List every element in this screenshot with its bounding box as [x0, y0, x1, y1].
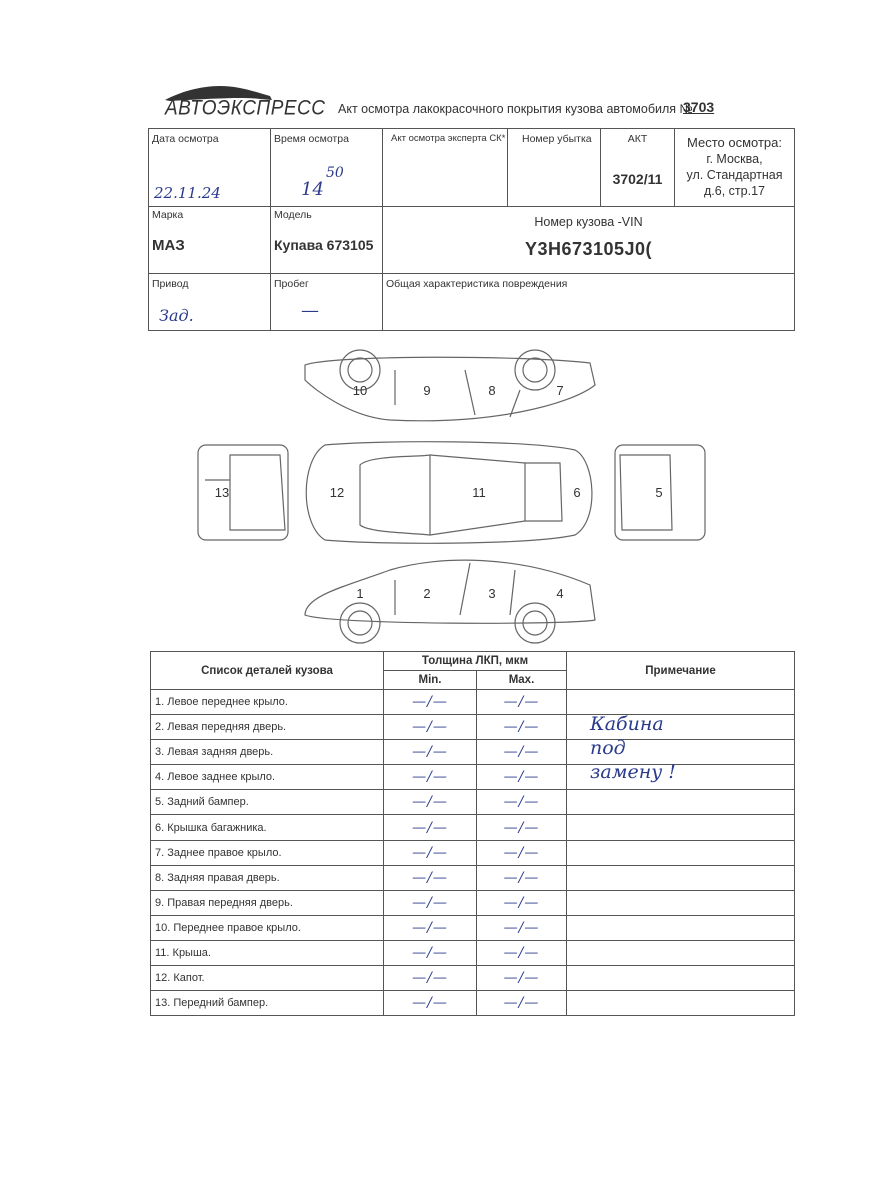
- max-thickness: —/—: [477, 715, 567, 740]
- date-value: 22.11.24: [154, 184, 221, 202]
- min-thickness: —/—: [384, 690, 477, 715]
- place-cell: [674, 128, 795, 207]
- max-thickness: —/—: [477, 740, 567, 765]
- zone-2: 2: [423, 586, 431, 601]
- min-thickness: —/—: [384, 740, 477, 765]
- vin-value: Y3H673105J0(: [524, 239, 653, 259]
- table-row: [151, 815, 795, 840]
- act-cell: [600, 128, 675, 207]
- max-thickness: —/—: [477, 991, 567, 1016]
- time-cell: [270, 128, 383, 207]
- place-line3: д.6, стр.17: [704, 184, 765, 198]
- max-thickness: —/—: [477, 890, 567, 915]
- zone-4: 4: [556, 586, 564, 601]
- damage-label: Общая характеристика повреждения: [386, 278, 568, 290]
- note-cell: [567, 815, 795, 840]
- table-row: [151, 940, 795, 965]
- note-cell: [567, 790, 795, 815]
- car-top-view: [306, 442, 592, 544]
- act-value: 3702/11: [612, 171, 663, 187]
- table-row: [151, 790, 795, 815]
- logo-text: АВТОЭКСПРЕСС: [165, 96, 326, 120]
- note-line: замену !: [590, 761, 676, 783]
- car-left-side-view: [305, 560, 595, 643]
- table-row: [151, 915, 795, 940]
- zone-11: 11: [472, 485, 486, 500]
- drive-cell: [148, 273, 271, 331]
- part-name: 3. Левая задняя дверь.: [151, 740, 384, 765]
- part-name: 4. Левое заднее крыло.: [151, 765, 384, 790]
- time-hours: 14: [301, 179, 324, 200]
- time-minutes: 50: [326, 165, 344, 181]
- table-row: [151, 966, 795, 991]
- zone-5: 5: [655, 485, 663, 500]
- table-row: [151, 740, 795, 765]
- part-name: 10. Переднее правое крыло.: [151, 915, 384, 940]
- note-cell: [567, 991, 795, 1016]
- zone-6: 6: [573, 485, 581, 500]
- brand-label: Марка: [152, 209, 184, 221]
- min-thickness: —/—: [384, 940, 477, 965]
- max-thickness: —/—: [477, 915, 567, 940]
- note-cell: [567, 915, 795, 940]
- place-line2: ул. Стандартная: [686, 168, 783, 182]
- zone-10: 10: [352, 383, 368, 398]
- min-thickness: —/—: [384, 790, 477, 815]
- car-body-diagram: [190, 345, 710, 645]
- car-front-view: [198, 445, 288, 540]
- min-thickness: —/—: [384, 915, 477, 940]
- header-min: Min.: [384, 671, 477, 690]
- zone-8: 8: [488, 383, 496, 398]
- loss-number-label: Номер убытка: [522, 133, 592, 145]
- part-name: 11. Крыша.: [151, 940, 384, 965]
- header-parts: Список деталей кузова: [151, 652, 384, 690]
- min-thickness: —/—: [384, 865, 477, 890]
- min-thickness: —/—: [384, 715, 477, 740]
- header-max: Max.: [477, 671, 567, 690]
- max-thickness: —/—: [477, 765, 567, 790]
- mileage-label: Пробег: [274, 278, 309, 290]
- table-row: [151, 765, 795, 790]
- zone-7: 7: [556, 383, 564, 398]
- max-thickness: —/—: [477, 966, 567, 991]
- act-label: АКТ: [627, 133, 648, 145]
- table-row: [151, 840, 795, 865]
- model-cell: [270, 206, 383, 274]
- part-name: 2. Левая передняя дверь.: [151, 715, 384, 740]
- min-thickness: —/—: [384, 890, 477, 915]
- act-number: 3703: [683, 99, 715, 115]
- car-right-side-view: [305, 350, 595, 421]
- min-thickness: —/—: [384, 966, 477, 991]
- max-thickness: —/—: [477, 865, 567, 890]
- min-thickness: —/—: [384, 840, 477, 865]
- table-row: [151, 991, 795, 1016]
- model-label: Модель: [274, 209, 312, 221]
- part-name: 1. Левое переднее крыло.: [151, 690, 384, 715]
- table-row: [151, 865, 795, 890]
- drive-label: Привод: [152, 278, 189, 290]
- document-title: Акт осмотра лакокрасочного покрытия кузова автомобиля №: [338, 102, 693, 116]
- table-row: [151, 690, 795, 715]
- min-thickness: —/—: [384, 991, 477, 1016]
- mileage-cell: [270, 273, 383, 331]
- expert-act-cell: [382, 128, 508, 207]
- max-thickness: —/—: [477, 840, 567, 865]
- part-name: 12. Капот.: [151, 966, 384, 991]
- zone-3: 3: [488, 586, 496, 601]
- header-thickness: Толщина ЛКП, мкм: [384, 652, 567, 671]
- note-cell: [567, 865, 795, 890]
- brand-cell: [148, 206, 271, 274]
- part-name: 8. Задняя правая дверь.: [151, 865, 384, 890]
- note-cell: [567, 940, 795, 965]
- zone-12: 12: [329, 485, 345, 500]
- note-cell: [567, 890, 795, 915]
- vin-cell: [382, 206, 795, 274]
- header-note: Примечание: [567, 652, 795, 690]
- max-thickness: —/—: [477, 940, 567, 965]
- expert-act-label: Акт осмотра эксперта СК*: [391, 133, 506, 144]
- max-thickness: —/—: [477, 815, 567, 840]
- note-line: под: [590, 737, 626, 759]
- part-name: 7. Заднее правое крыло.: [151, 840, 384, 865]
- note-line: Кабина: [590, 713, 664, 735]
- vin-label: Номер кузова -VIN: [534, 215, 643, 229]
- zone-9: 9: [423, 383, 431, 398]
- part-name: 6. Крышка багажника.: [151, 815, 384, 840]
- brand-value: МАЗ: [152, 237, 185, 254]
- note-cell: [567, 840, 795, 865]
- part-name: 13. Передний бампер.: [151, 991, 384, 1016]
- date-label: Дата осмотра: [152, 133, 219, 145]
- body-parts-table: [150, 651, 795, 1016]
- drive-value: Зад.: [159, 306, 194, 325]
- min-thickness: —/—: [384, 815, 477, 840]
- handwritten-note: [590, 712, 676, 784]
- place-line1: г. Москва,: [706, 152, 763, 166]
- note-cell: [567, 966, 795, 991]
- table-row: [151, 890, 795, 915]
- damage-cell: [382, 273, 795, 331]
- table-row: [151, 715, 795, 740]
- max-thickness: —/—: [477, 790, 567, 815]
- min-thickness: —/—: [384, 765, 477, 790]
- part-name: 5. Задний бампер.: [151, 790, 384, 815]
- place-label: Место осмотра:: [687, 135, 782, 150]
- mileage-value: —: [301, 300, 319, 321]
- loss-number-cell: [507, 128, 601, 207]
- note-cell: [567, 690, 795, 715]
- zone-13: 13: [214, 485, 230, 500]
- date-cell: [148, 128, 271, 207]
- model-value: Купава 673105: [274, 237, 374, 253]
- max-thickness: —/—: [477, 690, 567, 715]
- zone-1: 1: [356, 586, 364, 601]
- time-label: Время осмотра: [274, 133, 349, 145]
- part-name: 9. Правая передняя дверь.: [151, 890, 384, 915]
